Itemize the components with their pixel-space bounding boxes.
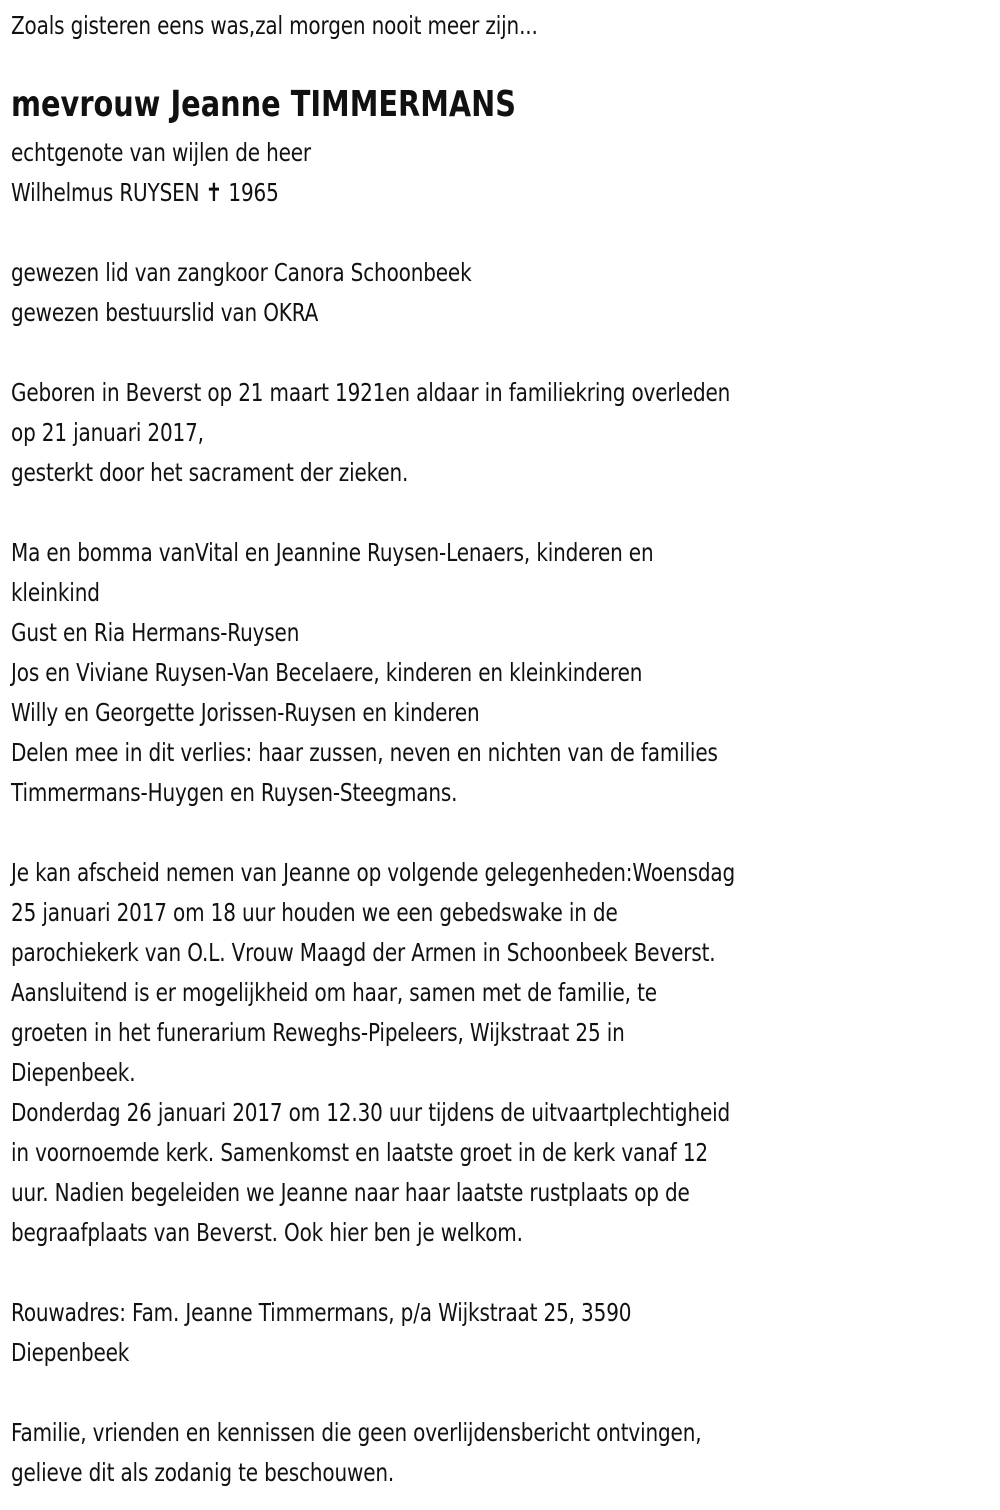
family-line: Jos en Viviane Ruysen-Van Becelaere, kinderen en kleinkinderen xyxy=(11,658,643,687)
motto: Zoals gisteren eens was,zal morgen nooit meer zijn... xyxy=(11,11,538,40)
farewell-line: parochiekerk van O.L. Vrouw Maagd der Armen in Schoonbeek Beverst. xyxy=(11,938,716,967)
farewell-line: Diepenbeek. xyxy=(11,1058,136,1087)
family-line: Willy en Georgette Jorissen-Ruysen en kinderen xyxy=(11,698,480,727)
farewell-line: 25 januari 2017 om 18 uur houden we een gebedswake in de xyxy=(11,898,618,927)
farewell-line: Je kan afscheid nemen van Jeanne op volgende gelegenheden:Woensdag xyxy=(11,858,735,887)
farewell-line: Donderdag 26 januari 2017 om 12.30 uur tijdens de uitvaartplechtigheid xyxy=(11,1098,731,1127)
deceased-name: mevrouw Jeanne TIMMERMANS xyxy=(11,84,517,125)
membership-line: gewezen bestuurslid van OKRA xyxy=(11,298,319,327)
family-line: kleinkind xyxy=(11,578,100,607)
family-line: Ma en bomma vanVital en Jeannine Ruysen-Lenaers, kinderen en xyxy=(11,538,654,567)
birth-death-line: op 21 januari 2017, xyxy=(11,418,204,447)
farewell-line: Aansluitend is er mogelijkheid om haar, samen met de familie, te xyxy=(11,978,657,1007)
family-line: Delen mee in dit verlies: haar zussen, neven en nichten van de families xyxy=(11,738,718,767)
address-line: Rouwadres: Fam. Jeanne Timmermans, p/a Wijkstraat 25, 3590 xyxy=(11,1298,632,1327)
membership-line: gewezen lid van zangkoor Canora Schoonbeek xyxy=(11,258,472,287)
closing-line: Familie, vrienden en kennissen die geen overlijdensbericht ontvingen, xyxy=(11,1418,702,1447)
farewell-line: begraafplaats van Beverst. Ook hier ben je welkom. xyxy=(11,1218,523,1247)
spouse-line: Wilhelmus RUYSEN ✝ 1965 xyxy=(11,178,279,207)
closing-line: gelieve dit als zodanig te beschouwen. xyxy=(11,1458,395,1487)
family-line: Gust en Ria Hermans-Ruysen xyxy=(11,618,300,647)
farewell-line: uur. Nadien begeleiden we Jeanne naar haar laatste rustplaats op de xyxy=(11,1178,690,1207)
spouse-line: echtgenote van wijlen de heer xyxy=(11,138,311,167)
farewell-line: in voornoemde kerk. Samenkomst en laatste groet in de kerk vanaf 12 xyxy=(11,1138,708,1167)
birth-death-line: Geboren in Beverst op 21 maart 1921en aldaar in familiekring overleden xyxy=(11,378,731,407)
farewell-line: groeten in het funerarium Reweghs-Pipeleers, Wijkstraat 25 in xyxy=(11,1018,625,1047)
family-line: Timmermans-Huygen en Ruysen-Steegmans. xyxy=(11,778,458,807)
address-line: Diepenbeek xyxy=(11,1338,130,1367)
birth-death-line: gesterkt door het sacrament der zieken. xyxy=(11,458,409,487)
